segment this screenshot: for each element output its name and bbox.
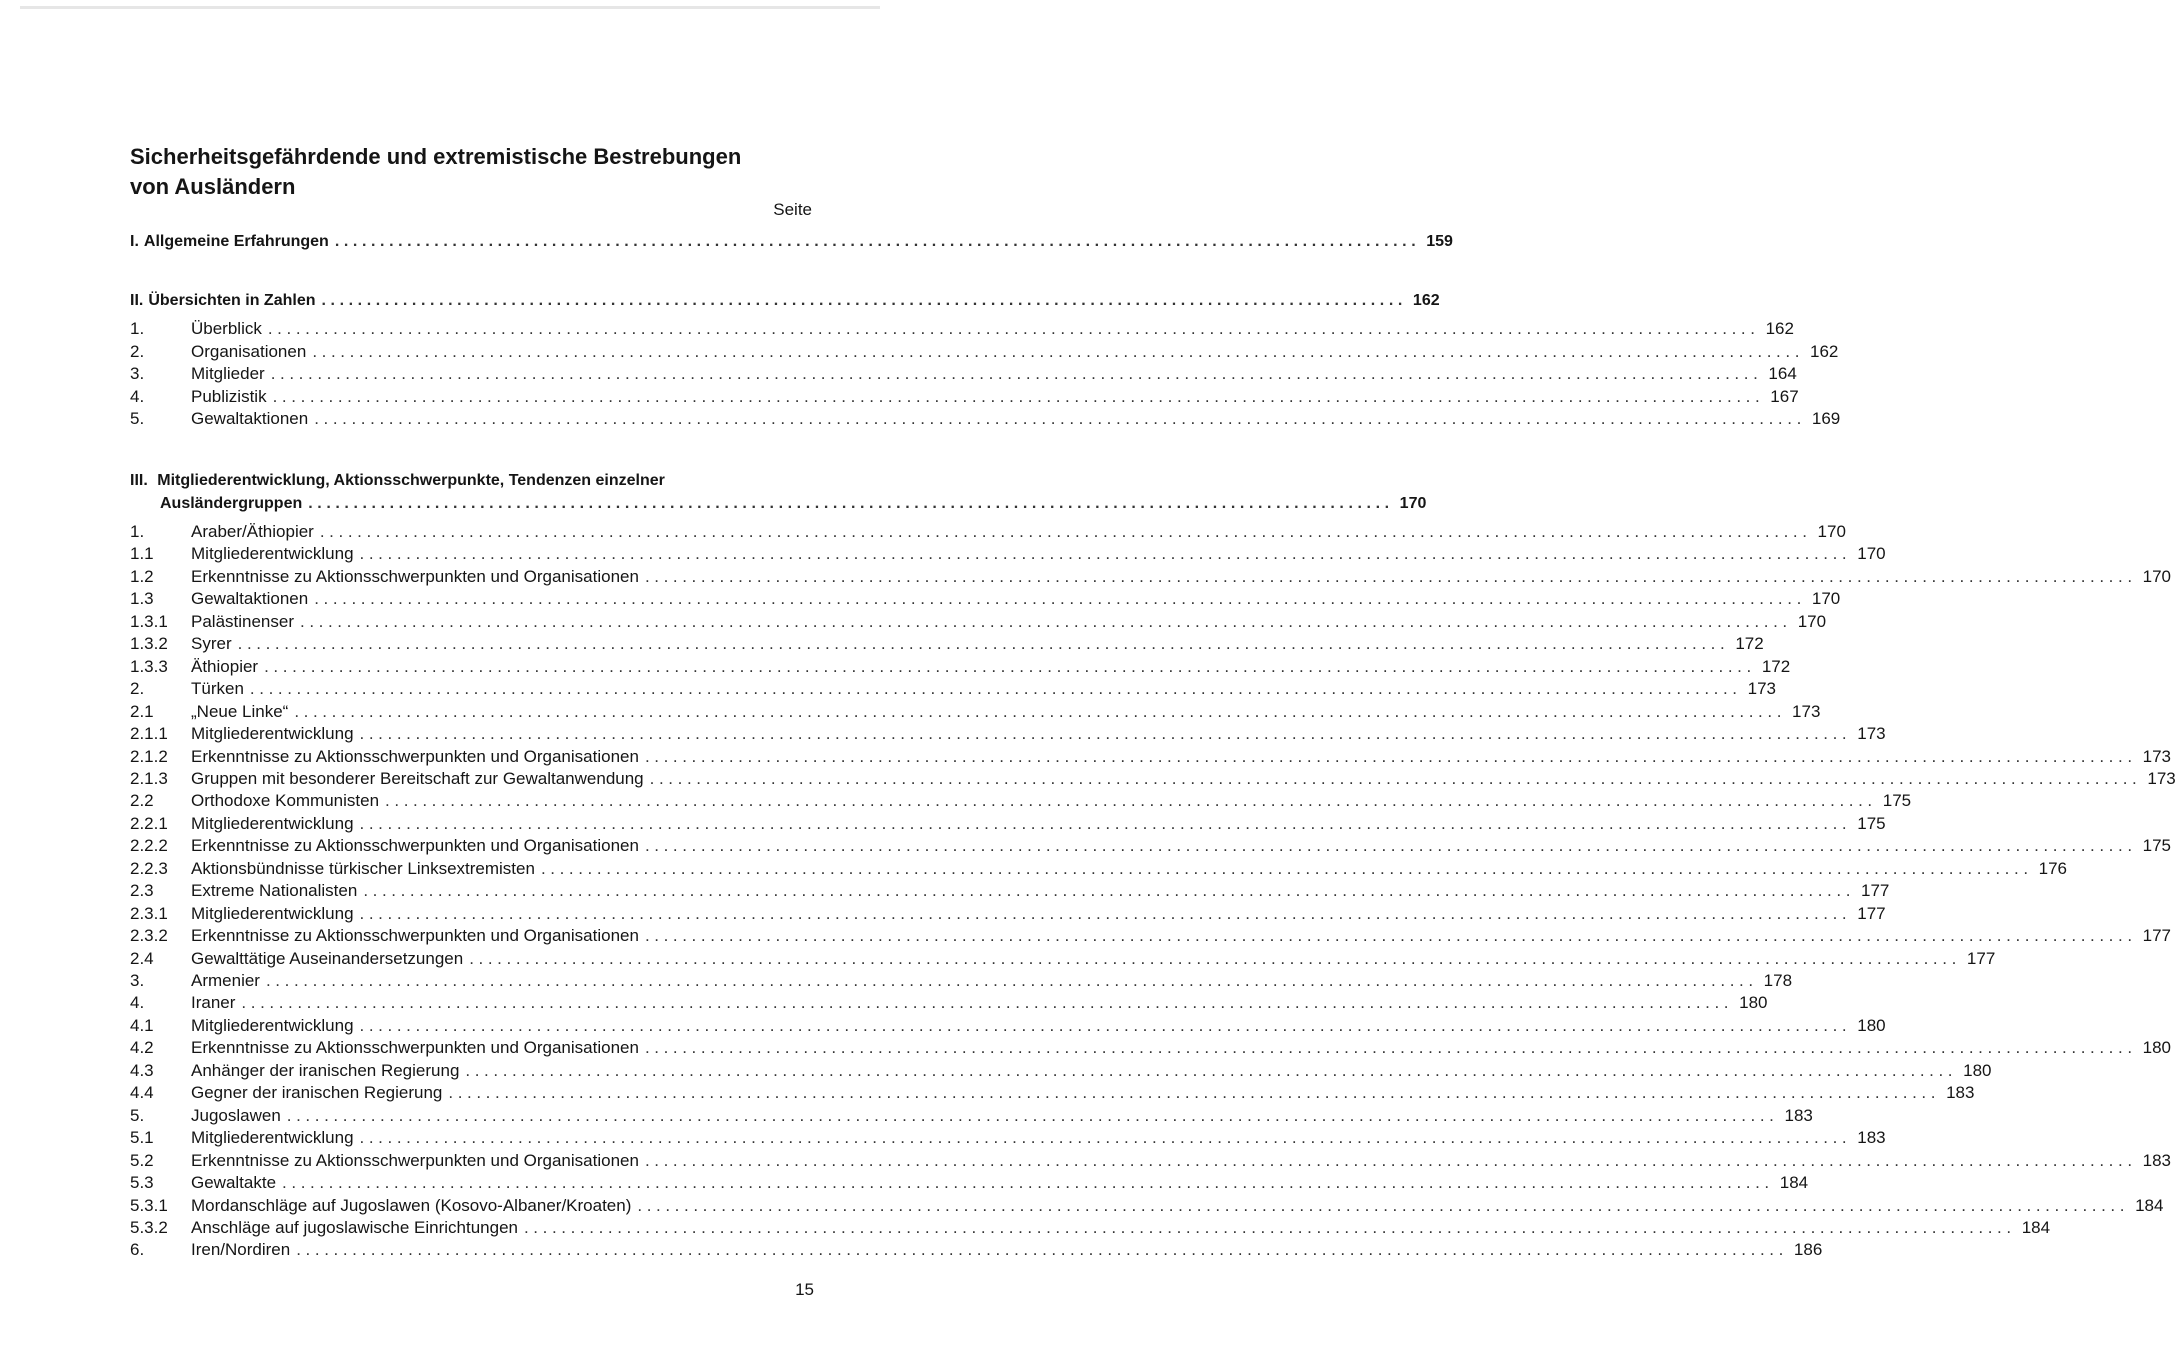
dot-leader: ................................................................................................................................................................ (359, 903, 1852, 923)
toc-page-number: 180 (1857, 1015, 1886, 1035)
toc-entry-number: 2.3 (130, 881, 154, 901)
toc-entry-number: 5.3.1 (130, 1195, 168, 1215)
toc-page-number: 183 (1857, 1128, 1886, 1148)
toc-entry-number: 6. (130, 1240, 145, 1260)
toc-entry-text: Mordanschläge auf Jugoslawen (Kosovo-Albaner/Kroaten) (191, 1195, 632, 1215)
toc-entry-text: Gegner der iranischen Regierung (191, 1083, 443, 1103)
toc-entry-text: Überblick (191, 319, 262, 338)
dot-leader: ................................................................................................................................................................ (282, 1173, 1774, 1193)
dot-leader: ................................................................................................................................................................ (241, 993, 1734, 1013)
toc-page-number: 177 (1861, 881, 1890, 901)
toc-entry-number: 5. (130, 1105, 145, 1125)
toc-entry-text: Anschläge auf jugoslawische Einrichtungen (191, 1217, 518, 1237)
toc-page-number: 170 (1797, 611, 1827, 631)
toc-page-number: 173 (1747, 679, 1776, 699)
dot-leader: ................................................................................................................................................................ (359, 724, 1852, 744)
dot-leader: ................................................................................................................................................................ (272, 386, 1765, 406)
toc-entry-text: Erkenntnisse zu Aktionsschwerpunkten und Organisationen (191, 746, 639, 766)
toc-entry-number: 5.3 (130, 1173, 154, 1193)
toc-entry-text: Extreme Nationalisten (191, 881, 358, 901)
toc-section-3-title-line-2[interactable] (160, 493, 1427, 515)
toc-entry-text: Orthodoxe Kommunisten (191, 791, 380, 811)
toc-entry-text: Erkenntnisse zu Aktionsschwerpunkten und Organisationen (191, 566, 639, 586)
toc-entry-number: 2. (130, 341, 145, 361)
dot-leader: ................................................................................................................................................................ (265, 971, 1758, 990)
dot-leader: ................................................................................................................................................................ (314, 589, 1806, 609)
toc-section-number: II. (130, 292, 144, 309)
toc-entry-number: 2.1.2 (130, 746, 168, 766)
dot-leader: ................................................................................................................................................................ (267, 319, 1760, 338)
toc-entry-number: 4. (130, 386, 145, 406)
toc-entry-number: 3. (130, 971, 145, 990)
toc-entry-number: 4.2 (130, 1038, 154, 1058)
toc-entry-number: 1.2 (130, 566, 154, 586)
toc-entry-number: 5. (130, 409, 145, 428)
toc-page-number: 180 (2142, 1038, 2172, 1058)
toc-entry-text: Erkenntnisse zu Aktionsschwerpunkten und Organisationen (191, 926, 639, 946)
toc-section-2[interactable] (130, 290, 1440, 312)
toc-entry-text: Organisationen (191, 341, 307, 361)
toc-entry[interactable] (130, 656, 1791, 678)
toc-entry[interactable] (130, 1217, 2051, 1239)
toc-entry-number: 4.1 (130, 1015, 154, 1035)
toc-entry[interactable] (130, 768, 2176, 790)
toc-entry-number: 2.2.2 (130, 836, 168, 856)
page-number: 15 (795, 1280, 814, 1299)
toc-entry[interactable] (130, 341, 1839, 363)
toc-entry-number: 5.1 (130, 1128, 154, 1148)
dot-leader: ................................................................................................................................................................ (385, 791, 1877, 811)
dot-leader: ................................................................................................................................................................ (649, 768, 2142, 788)
toc-entry-text: Publizistik (191, 386, 267, 406)
toc-entry[interactable] (130, 678, 1776, 700)
toc-entry-text: Mitgliederentwicklung (191, 1015, 354, 1035)
dot-leader: ................................................................................................................................................................ (469, 948, 1961, 968)
toc-entry-number: 2.1.3 (130, 768, 168, 788)
scan-edge-shadow (20, 6, 880, 9)
dot-leader: ................................................................................................................................................................ (540, 858, 2033, 878)
toc-page-number: 170 (2142, 566, 2172, 586)
toc-entry[interactable] (130, 858, 2068, 880)
dot-leader: ................................................................................................................................................................ (312, 341, 1805, 361)
dot-leader: ................................................................................................................................................................ (644, 836, 2137, 856)
dot-leader: ................................................................................................................................................................ (644, 566, 2137, 586)
toc-page-number: 183 (1946, 1083, 1975, 1103)
dot-leader: ................................................................................................................................................................ (300, 611, 1792, 631)
toc-entry[interactable] (130, 1105, 1813, 1127)
toc-entry-text: Araber/Äthiopier (191, 522, 314, 541)
toc-entry-text: Äthiopier (191, 656, 259, 676)
dot-leader: ................................................................................................................................................................ (237, 634, 1730, 654)
toc-entry-number: 2.3.1 (130, 903, 168, 923)
toc-entry-number: 1. (130, 319, 145, 338)
toc-entry-text: Jugoslawen (191, 1105, 281, 1125)
toc-page-number: 176 (2038, 858, 2068, 878)
toc-page-number: 184 (2021, 1217, 2051, 1237)
toc-page-number: 184 (2135, 1195, 2164, 1215)
toc-entry[interactable] (130, 701, 1821, 723)
toc-entry-number: 3. (130, 364, 145, 383)
toc-page-number: 180 (1739, 993, 1768, 1013)
dot-leader: ................................................................................................................................................................ (249, 679, 1742, 699)
toc-entry[interactable] (130, 1150, 2172, 1172)
dot-leader: ................................................................................................................................................................ (644, 926, 2137, 946)
toc-entry-number: 1.3 (130, 589, 154, 609)
toc-entry-number: 2.2.1 (130, 813, 168, 833)
toc-page-number: 167 (1770, 386, 1799, 406)
toc-entry-text: Gruppen mit besonderer Bereitschaft zur Gewaltanwendung (191, 768, 644, 788)
toc-page-number: 183 (2142, 1150, 2172, 1170)
toc-entry-text: Aktionsbündnisse türkischer Linksextremisten (191, 858, 535, 878)
toc-entry-number: 1.3.1 (130, 611, 168, 631)
toc-entry[interactable] (130, 970, 1793, 992)
toc-page-number: 175 (1882, 791, 1912, 811)
toc-entry-number: 5.2 (130, 1150, 154, 1170)
toc-entry-text: Anhänger der iranischen Regierung (191, 1060, 460, 1080)
toc-entry[interactable] (130, 813, 1886, 835)
toc-page-number: 173 (1857, 724, 1886, 744)
toc-entry-number: 1.3.3 (130, 656, 168, 676)
toc-entry[interactable] (130, 1195, 2164, 1217)
toc-entry-text: Mitgliederentwicklung (191, 724, 354, 744)
toc-page-number: 177 (2142, 926, 2172, 946)
toc-entry-number: 1. (130, 522, 145, 541)
toc-page-number: 177 (1857, 903, 1886, 923)
toc-entry-text: Gewaltaktionen (191, 589, 309, 609)
dot-leader: ................................................................................................................................................................ (448, 1083, 1941, 1103)
dot-leader: ................................................................................................................................................................ (264, 656, 1756, 676)
toc-entry[interactable] (130, 1060, 1992, 1082)
dot-leader: ................................................................................................................................................................ (465, 1060, 1958, 1080)
toc-page-number: 162 (1810, 341, 1839, 361)
toc-entry[interactable] (130, 363, 1797, 385)
toc-page-number: 162 (1765, 319, 1794, 338)
toc-entry-text: Mitgliederentwicklung (191, 813, 354, 833)
toc-entry-text: Gewaltakte (191, 1173, 277, 1193)
toc-entry[interactable] (130, 903, 1886, 925)
page-column-label: Seite (773, 200, 812, 219)
toc-entry[interactable] (130, 408, 1841, 430)
toc-entry[interactable] (130, 318, 1794, 340)
toc-section-title: Allgemeine Erfahrungen (143, 233, 329, 250)
toc-entry-text: Gewaltaktionen (191, 409, 309, 428)
toc-entry[interactable] (130, 633, 1764, 655)
toc-entry-text: Armenier (191, 971, 260, 990)
toc-entry-text: Mitgliederentwicklung (191, 544, 354, 564)
page-title (130, 142, 830, 202)
toc-entry-number: 5.3.2 (130, 1217, 168, 1237)
toc-entry-text: Erkenntnisse zu Aktionsschwerpunkten und Organisationen (191, 1150, 639, 1170)
dot-leader: ................................................................................................................................................................ (359, 1015, 1852, 1035)
dot-leader: ........................................................................................................................ (334, 233, 1421, 250)
dot-leader: ................................................................................................................................................................ (644, 746, 2137, 766)
dot-leader: ................................................................................................................................................................ (294, 701, 1787, 721)
toc-entry[interactable] (130, 588, 1841, 610)
dot-leader: ................................................................................................................................................................ (359, 1128, 1852, 1148)
dot-leader: ................................................................................................................................................................ (363, 881, 1856, 901)
toc-entry[interactable] (130, 723, 1886, 745)
toc-page-number: 177 (1966, 948, 1996, 968)
dot-leader: ................................................................................................................................................................ (319, 522, 1812, 541)
toc-entry[interactable] (130, 1172, 1809, 1194)
toc-entry-number: 4. (130, 993, 145, 1013)
toc-page-number: 180 (1963, 1060, 1992, 1080)
toc-entry-number: 2.4 (130, 948, 154, 968)
toc-entry[interactable] (130, 835, 2172, 857)
toc-entry-number: 2.3.2 (130, 926, 168, 946)
toc-entry[interactable] (130, 386, 1799, 408)
toc-entry-number: 2.1.1 (130, 724, 168, 744)
toc-entry-text: „Neue Linke“ (191, 701, 289, 721)
page-title-line-2: von Ausländern (130, 174, 296, 199)
dot-leader: ................................................................................................................................................................ (270, 364, 1763, 383)
toc-entry-text: Erkenntnisse zu Aktionsschwerpunkten und Organisationen (191, 836, 639, 856)
toc-page-number: 173 (2142, 746, 2172, 766)
toc-entry-number: 2.2.3 (130, 858, 168, 878)
toc-page-number: 164 (1768, 364, 1797, 383)
toc-entry-number: 4.4 (130, 1083, 154, 1103)
dot-leader: ................................................................................................................................................................ (286, 1105, 1779, 1125)
toc-entry-text: Iraner (191, 993, 236, 1013)
toc-entry[interactable] (130, 1082, 1975, 1104)
toc-entry-number: 2. (130, 679, 145, 699)
toc-entry-text: Türken (191, 679, 244, 699)
dot-leader: ................................................................................................................................................................ (359, 544, 1852, 564)
toc-section-title: Mitgliederentwicklung, Aktionsschwerpunkte, Tendenzen einzelner (157, 472, 665, 489)
toc-entry-text: Mitgliederentwicklung (191, 1128, 354, 1148)
dot-leader: ................................................................................................................................................................ (296, 1240, 1788, 1260)
toc-page-number: 175 (1857, 813, 1886, 833)
toc-section-title: Übersichten in Zahlen (148, 292, 316, 309)
toc-section-number: I. (130, 233, 139, 250)
toc-section-number: III. (130, 472, 148, 489)
dot-leader: ................................................................................................................................................................ (637, 1195, 2130, 1215)
toc-page-number: 173 (1792, 701, 1821, 721)
toc-page-number: 172 (1761, 656, 1791, 676)
toc-page-number: 162 (1412, 292, 1440, 309)
toc-page-number: 178 (1763, 971, 1793, 990)
toc-entry[interactable] (130, 1239, 1823, 1261)
toc-entry[interactable] (130, 543, 1886, 565)
toc-entry-text: Palästinenser (191, 611, 295, 631)
toc-section-3-title-line-1[interactable] (130, 470, 665, 492)
dot-leader: ................................................................................................................................................................ (359, 813, 1852, 833)
toc-entry[interactable] (130, 521, 1846, 543)
dot-leader: ........................................................................................................................ (308, 495, 1394, 512)
dot-leader: ................................................................................................................................................................ (314, 409, 1806, 428)
toc-page-number: 183 (1784, 1105, 1813, 1125)
dot-leader: ................................................................................................................................................................ (523, 1217, 2016, 1237)
toc-section-title-continued: Ausländergruppen (160, 495, 303, 512)
toc-entry[interactable] (130, 925, 2172, 947)
toc-entry[interactable] (130, 880, 1890, 902)
toc-page-number: 170 (1817, 522, 1846, 541)
toc-page-number: 170 (1857, 544, 1886, 564)
toc-entry[interactable] (130, 746, 2172, 768)
toc-entry[interactable] (130, 1037, 2172, 1059)
toc-entry-number: 2.1 (130, 701, 154, 721)
toc-entry[interactable] (130, 611, 1827, 633)
toc-entry-text: Gewalttätige Auseinandersetzungen (191, 948, 464, 968)
dot-leader: ................................................................................................................................................................ (644, 1150, 2137, 1170)
toc-entry-text: Mitgliederentwicklung (191, 903, 354, 923)
toc-entry-text: Iren/Nordiren (191, 1240, 291, 1260)
toc-entry-number: 1.3.2 (130, 634, 168, 654)
toc-entry-text: Erkenntnisse zu Aktionsschwerpunkten und Organisationen (191, 1038, 639, 1058)
toc-page-number: 172 (1735, 634, 1764, 654)
toc-entry-number: 4.3 (130, 1060, 154, 1080)
toc-page-number: 184 (1779, 1173, 1809, 1193)
page-title-line-1: Sicherheitsgefährdende und extremistische Bestrebungen (130, 144, 742, 169)
dot-leader: ........................................................................................................................ (321, 292, 1407, 309)
toc-section-1[interactable] (130, 231, 1453, 253)
toc-entry[interactable] (130, 1127, 1886, 1149)
toc-entry-text: Mitglieder (191, 364, 265, 383)
toc-entry[interactable] (130, 790, 1912, 812)
toc-entry[interactable] (130, 992, 1768, 1014)
toc-page-number: 169 (1811, 409, 1841, 428)
toc-page-number: 186 (1793, 1240, 1823, 1260)
dot-leader: ................................................................................................................................................................ (644, 1038, 2137, 1058)
toc-page-number: 170 (1811, 589, 1841, 609)
toc-page-number: 173 (2147, 768, 2176, 788)
toc-entry-text: Syrer (191, 634, 232, 654)
toc-entry-number: 1.1 (130, 544, 154, 564)
toc-entry[interactable] (130, 948, 1996, 970)
toc-entry[interactable] (130, 1015, 1886, 1037)
toc-page-number: 159 (1426, 233, 1453, 250)
toc-entry-number: 2.2 (130, 791, 154, 811)
toc-entry[interactable] (130, 566, 2172, 588)
toc-page-number: 170 (1399, 495, 1427, 512)
toc-page-number: 175 (2142, 836, 2172, 856)
